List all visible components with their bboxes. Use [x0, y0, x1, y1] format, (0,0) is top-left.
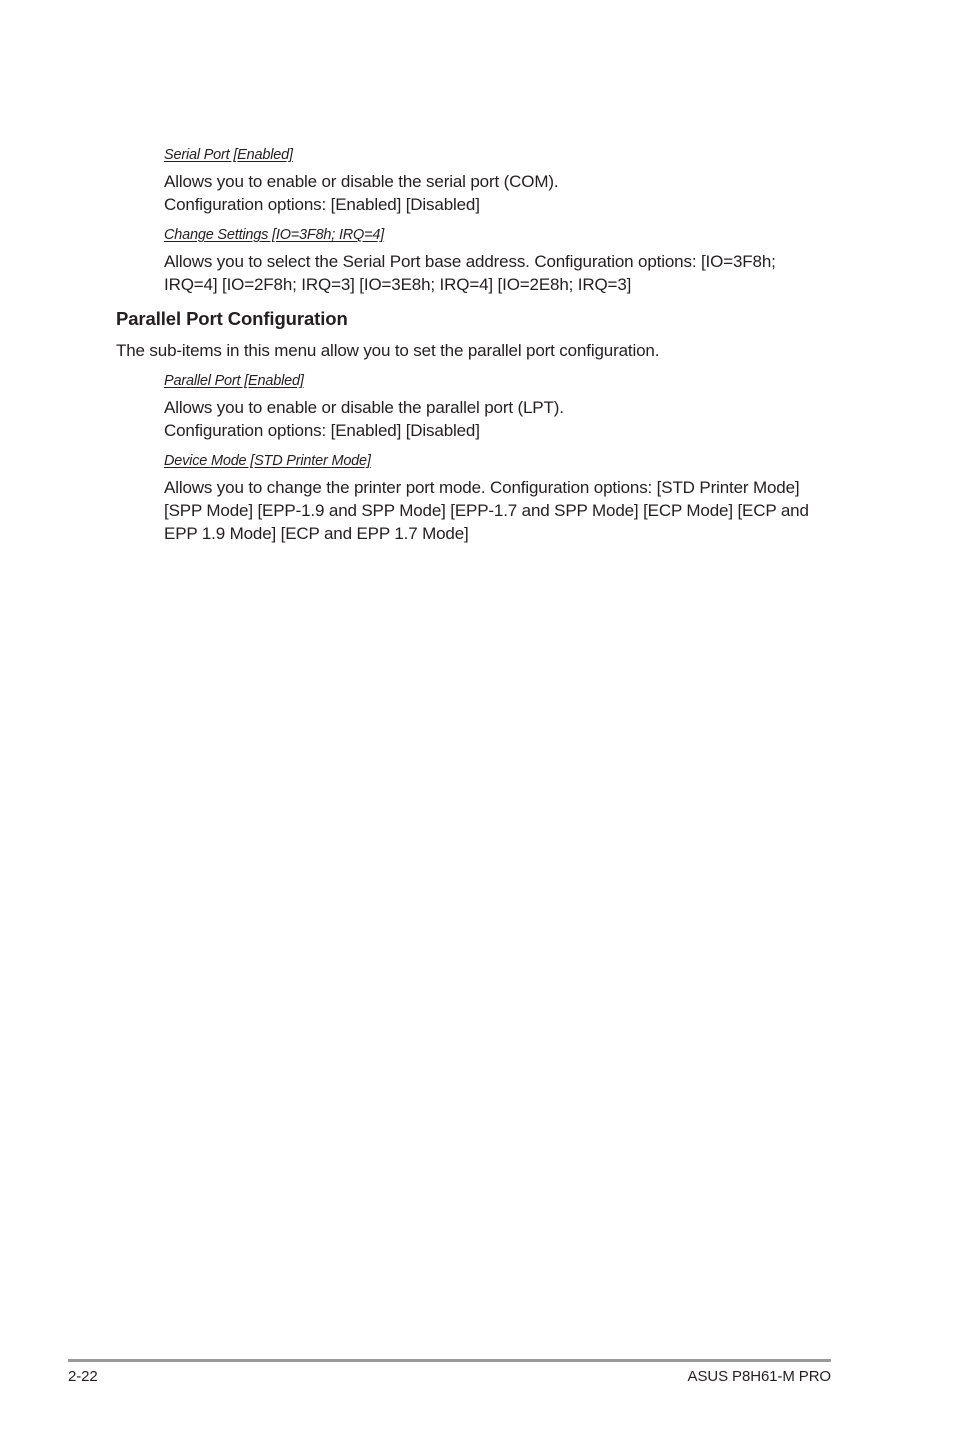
parallel-port-line-2: Configuration options: [Enabled] [Disabled] [164, 421, 480, 440]
change-settings-heading: Change Settings [IO=3F8h; IRQ=4] [164, 227, 385, 243]
footer-divider [68, 1359, 831, 1362]
serial-port-heading: Serial Port [Enabled] [164, 147, 293, 163]
device-mode-line-1: Allows you to change the printer port mode. Configuration options: [STD Printer Mode] [164, 478, 800, 497]
change-settings-line-1: Allows you to select the Serial Port base address. Configuration options: [IO=3F8h; [164, 252, 776, 271]
parallel-port-configuration-intro: The sub-items in this menu allow you to set the parallel port configuration. [116, 341, 660, 360]
change-settings-description [164, 250, 776, 296]
device-mode-heading: Device Mode [STD Printer Mode] [164, 453, 371, 469]
serial-port-description [164, 170, 558, 216]
serial-port-line-1: Allows you to enable or disable the serial port (COM). [164, 172, 559, 191]
parallel-port-configuration-title: Parallel Port Configuration [116, 308, 348, 329]
footer-page-number: 2-22 [68, 1368, 98, 1385]
serial-port-line-2: Configuration options: [Enabled] [Disabled] [164, 195, 480, 214]
footer-product-name: ASUS P8H61-M PRO [687, 1368, 831, 1385]
parallel-port-line-1: Allows you to enable or disable the parallel port (LPT). [164, 398, 564, 417]
change-settings-line-2: IRQ=4] [IO=2F8h; IRQ=3] [IO=3E8h; IRQ=4] [IO=2E8h; IRQ=3] [164, 275, 632, 294]
device-mode-line-3: EPP 1.9 Mode] [ECP and EPP 1.7 Mode] [164, 524, 469, 543]
parallel-port-description [164, 396, 564, 442]
device-mode-description [164, 476, 809, 545]
parallel-port-heading: Parallel Port [Enabled] [164, 373, 304, 389]
device-mode-line-2: [SPP Mode] [EPP-1.9 and SPP Mode] [EPP-1.7 and SPP Mode] [ECP Mode] [ECP and [164, 501, 809, 520]
